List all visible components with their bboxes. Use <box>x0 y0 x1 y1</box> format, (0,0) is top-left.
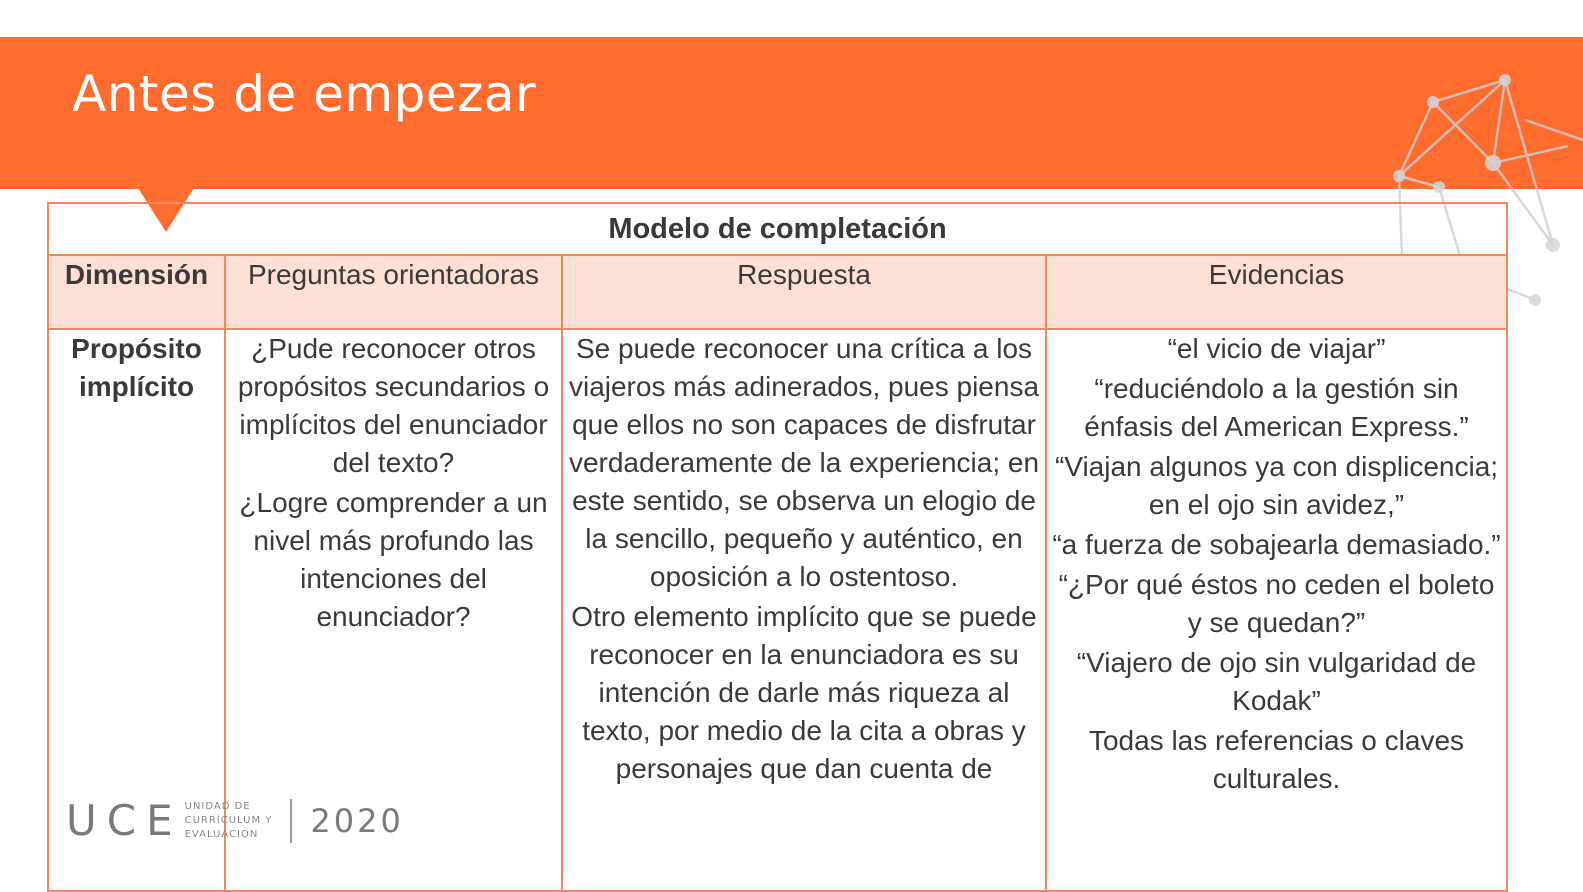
footer-year: 2020 <box>310 801 404 840</box>
unit-name: UNIDAD DE CURRÍCULUM Y EVALUACIÓN <box>184 800 273 840</box>
evidence-quote: “Viajero de ojo sin vulgaridad de Kodak” <box>1076 647 1477 716</box>
evidence-quote: “Viajan algunos ya con displicencia; en el ojo sin avidez,” <box>1054 451 1499 520</box>
answer-text: Otro elemento implícito que se puede reconocer en la enunciadora es su intención de darle más riqueza al texto, por medio de la cita a obras y personajes que dan cuenta de <box>571 601 1037 784</box>
header-evidence: Evidencias <box>1046 255 1507 329</box>
evidence-cell <box>1046 329 1507 891</box>
table-caption: Modelo de completación <box>48 203 1507 255</box>
question-text: ¿Logre comprender a un nivel más profundo las intenciones del enunciador? <box>239 487 548 632</box>
evidence-quote: “el vicio de viajar” <box>1167 333 1386 364</box>
dimension-cell: Propósito implícito <box>48 329 225 891</box>
answer-text: Se puede reconocer una crítica a los viajeros más adinerados, pues piensa que ellos no son capaces de disfrutar verdaderamente de la experiencia; en este sentido, se observa un elogio de la sencillo, pequeño y auténtico, en oposición a lo ostentoso. <box>568 333 1040 592</box>
header-answer: Respuesta <box>562 255 1046 329</box>
evidence-quote: “a fuerza de sobajearla demasiado.” <box>1052 529 1501 560</box>
slide-title: Antes de empezar <box>72 65 537 123</box>
question-text: ¿Pude reconocer otros propósitos secundarios o implícitos del enunciador del texto? <box>237 333 550 478</box>
evidence-quote: “¿Por qué éstos no ceden el boleto y se quedan?” <box>1058 569 1495 638</box>
header-dimension: Dimensión <box>48 255 225 329</box>
uce-logo-text: UCE <box>66 796 183 845</box>
uce-logo <box>66 796 404 845</box>
completion-model-table <box>47 202 1508 892</box>
evidence-quote: Todas las referencias o claves culturales. <box>1088 725 1465 794</box>
answer-cell <box>562 329 1046 891</box>
evidence-quote: “reduciéndolo a la gestión sin énfasis del American Express.” <box>1084 373 1469 442</box>
logo-divider <box>290 799 292 843</box>
header-questions: Preguntas orientadoras <box>225 255 562 329</box>
